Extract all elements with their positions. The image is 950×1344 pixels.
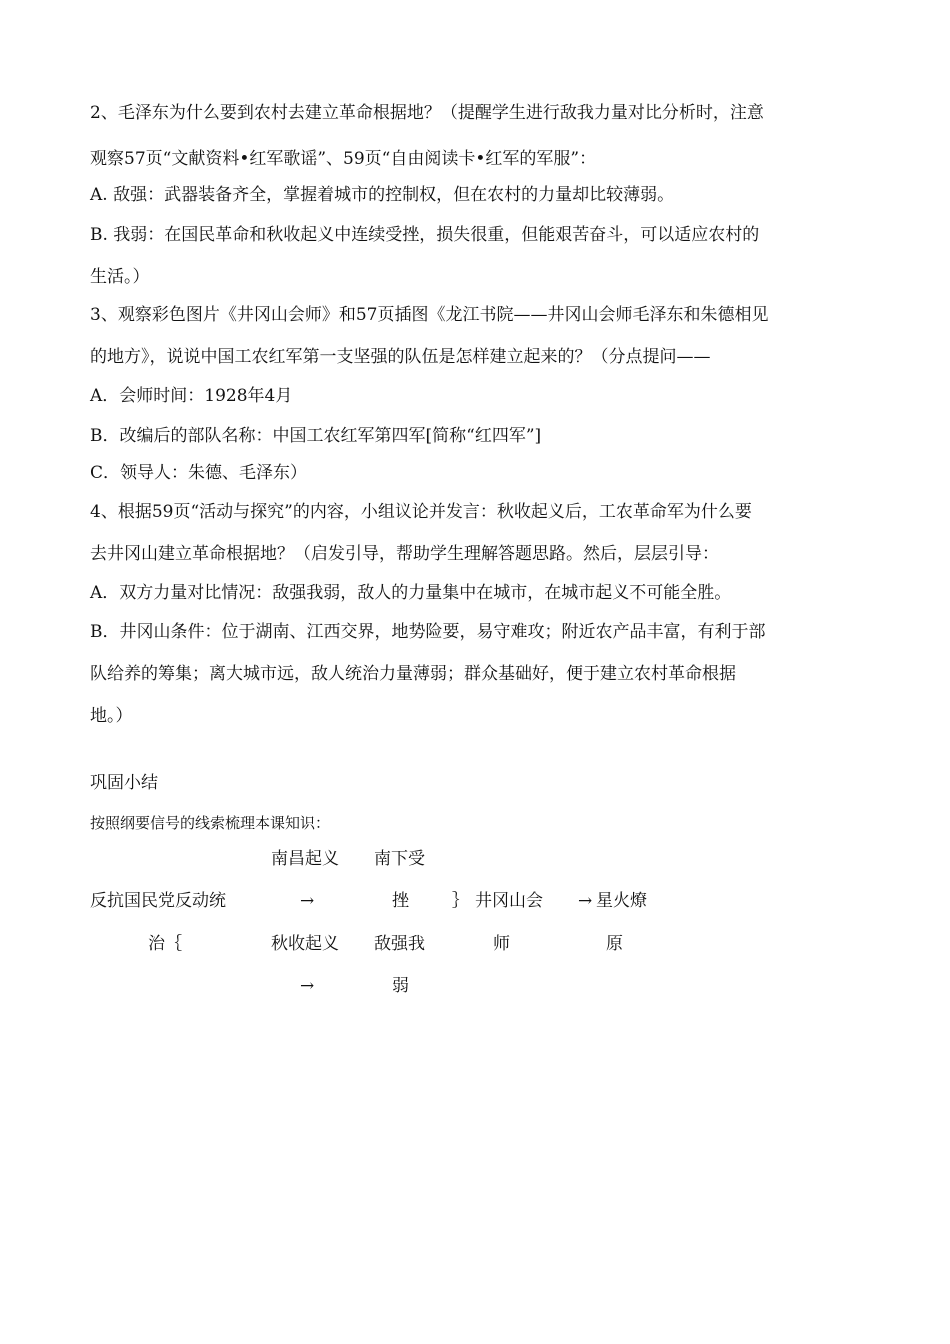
text-line-10: C．领导人：朱德、毛泽东） (90, 463, 308, 483)
text-line-5: 生活。） (90, 267, 150, 287)
text-line-14: B．井冈山条件：位于湖南、江西交界，地势险要，易守难攻；附近农产品丰富，有利于部 (90, 622, 766, 642)
diagram-arrow-2: → (300, 976, 315, 996)
diagram-zhi: 治｛ (148, 934, 182, 954)
text-line-9: B．改编后的部队名称：中国工农红军第四军[简称“红四军”] (90, 426, 542, 446)
diagram-jinggang-1: 井冈山会 (475, 891, 543, 911)
diagram-jinggang-2: 师 (493, 934, 510, 954)
summary-subtitle: 按照纲要信号的线索梳理本课知识： (90, 814, 331, 832)
diagram-qiushou: 秋收起义 (271, 934, 339, 954)
diagram-diqiang-1: 敌强我 (374, 934, 425, 954)
text-line-2: 观察57页“文献资料•红军歌谣”、59页“自由阅读卡•红军的军服”： (90, 149, 597, 169)
text-line-6: 3、观察彩色图片《井冈山会师》和57页插图《龙江书院——井冈山会师毛泽东和朱德相见 (90, 305, 769, 325)
text-line-4: B. 我弱：在国民革命和秋收起义中连续受挫，损失很重，但能艰苦奋斗，可以适应农村的 (90, 225, 760, 245)
text-line-15: 队给养的筹集；离大城市远，敌人统治力量薄弱；群众基础好，便于建立农村革命根据 (90, 664, 736, 684)
summary-title: 巩固小结 (90, 773, 158, 793)
diagram-arrow-1: → (300, 891, 315, 911)
diagram-star-2: 原 (606, 934, 623, 954)
diagram-nanchang: 南昌起义 (271, 849, 339, 869)
text-line-16: 地。） (90, 706, 133, 726)
text-line-12: 去井冈山建立革命根据地？（启发引导，帮助学生理解答题思路。然后，层层引导： (90, 544, 719, 564)
diagram-fankang: 反抗国民党反动统 (90, 891, 226, 911)
diagram-diqiang-2: 弱 (392, 976, 409, 996)
text-line-3: A. 敌强：武器装备齐全，掌握着城市的控制权，但在农村的力量却比较薄弱。 (90, 185, 675, 205)
diagram-brace: ｝ (452, 891, 469, 911)
text-line-11: 4、根据59页“活动与探究”的内容，小组议论并发言：秋收起义后，工农革命军为什么要 (90, 502, 752, 522)
diagram-nanxia-2: 挫 (392, 891, 409, 911)
text-line-8: A．会师时间：1928年4月 (90, 386, 293, 406)
text-line-1: 2、毛泽东为什么要到农村去建立革命根据地？（提醒学生进行敌我力量对比分析时，注意 (90, 103, 764, 123)
diagram-arrow-star: → (578, 891, 593, 911)
text-line-7: 的地方》，说说中国工农红军第一支坚强的队伍是怎样建立起来的？（分点提问—— (90, 347, 711, 367)
diagram-nanxia-1: 南下受 (374, 849, 425, 869)
text-line-13: A．双方力量对比情况：敌强我弱，敌人的力量集中在城市，在城市起义不可能全胜。 (90, 583, 732, 603)
diagram-star-1: 星火燎 (596, 891, 647, 911)
